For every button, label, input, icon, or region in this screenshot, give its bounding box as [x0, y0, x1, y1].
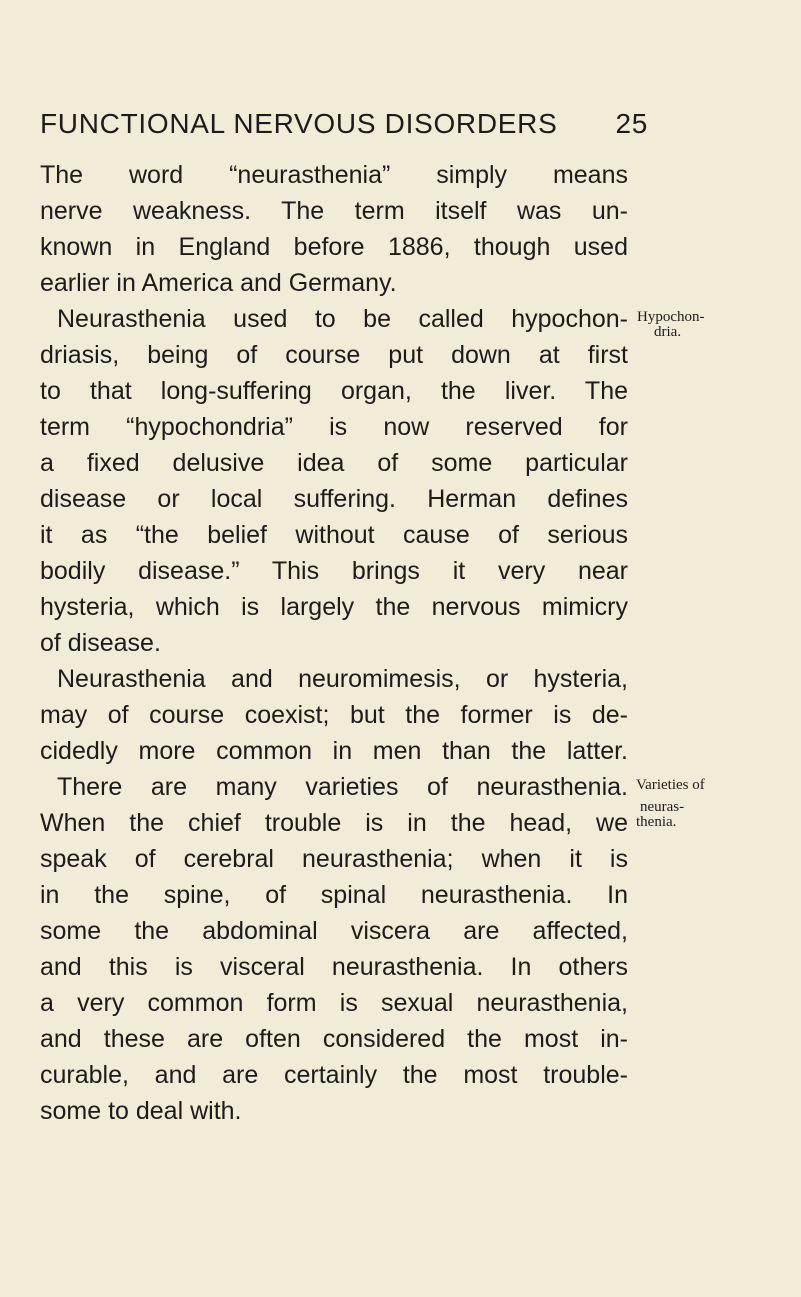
- margin-note-hypochondria: Hypochon-: [637, 309, 705, 325]
- text-line: a very common form is sexual neurasthenia,: [40, 989, 628, 1017]
- text-line: a fixed delusive idea of some particular: [40, 449, 628, 477]
- margin-note-varieties: Varieties of: [636, 777, 705, 793]
- text-line: Neurasthenia and neuromimesis, or hysteria,: [57, 665, 628, 693]
- text-line: term “hypochondria” is now reserved for: [40, 413, 628, 441]
- margin-note-varieties: neuras-: [640, 799, 685, 815]
- text-line: and these are often considered the most in-: [40, 1025, 628, 1053]
- text-line: speak of cerebral neurasthenia; when it is: [40, 845, 628, 873]
- text-line: of disease.: [40, 629, 161, 657]
- text-line: some to deal with.: [40, 1097, 242, 1125]
- text-line: some the abdominal viscera are affected,: [40, 917, 628, 945]
- text-line: disease or local suffering. Herman defines: [40, 485, 628, 513]
- text-line: The word “neurasthenia” simply means: [40, 161, 628, 189]
- page-number: 25: [615, 108, 648, 139]
- text-line: known in England before 1886, though used: [40, 233, 628, 261]
- text-line: driasis, being of course put down at first: [40, 341, 628, 369]
- page-title: FUNCTIONAL NERVOUS DISORDERS: [40, 108, 558, 139]
- text-line: and this is visceral neurasthenia. In others: [40, 953, 628, 981]
- text-line: curable, and are certainly the most trouble-: [40, 1061, 628, 1089]
- text-line: cidedly more common in men than the latter.: [40, 737, 628, 765]
- text-line: may of course coexist; but the former is de-: [40, 701, 628, 729]
- text-line: There are many varieties of neurasthenia.: [57, 773, 628, 801]
- text-line: When the chief trouble is in the head, we: [40, 809, 628, 837]
- margin-note-hypochondria: dria.: [654, 324, 682, 340]
- text-line: in the spine, of spinal neurasthenia. In: [40, 881, 628, 909]
- text-line: earlier in America and Germany.: [40, 269, 397, 297]
- text-line: nerve weakness. The term itself was un-: [40, 197, 628, 225]
- text-line: hysteria, which is largely the nervous mimicry: [40, 593, 628, 621]
- margin-note-varieties: thenia.: [636, 814, 677, 830]
- text-line: Neurasthenia used to be called hypochon-: [57, 305, 628, 333]
- text-line: to that long-suffering organ, the liver. The: [40, 377, 628, 405]
- text-line: bodily disease.” This brings it very near: [40, 557, 628, 585]
- running-header: [40, 107, 648, 141]
- text-line: it as “the belief without cause of serious: [40, 521, 628, 549]
